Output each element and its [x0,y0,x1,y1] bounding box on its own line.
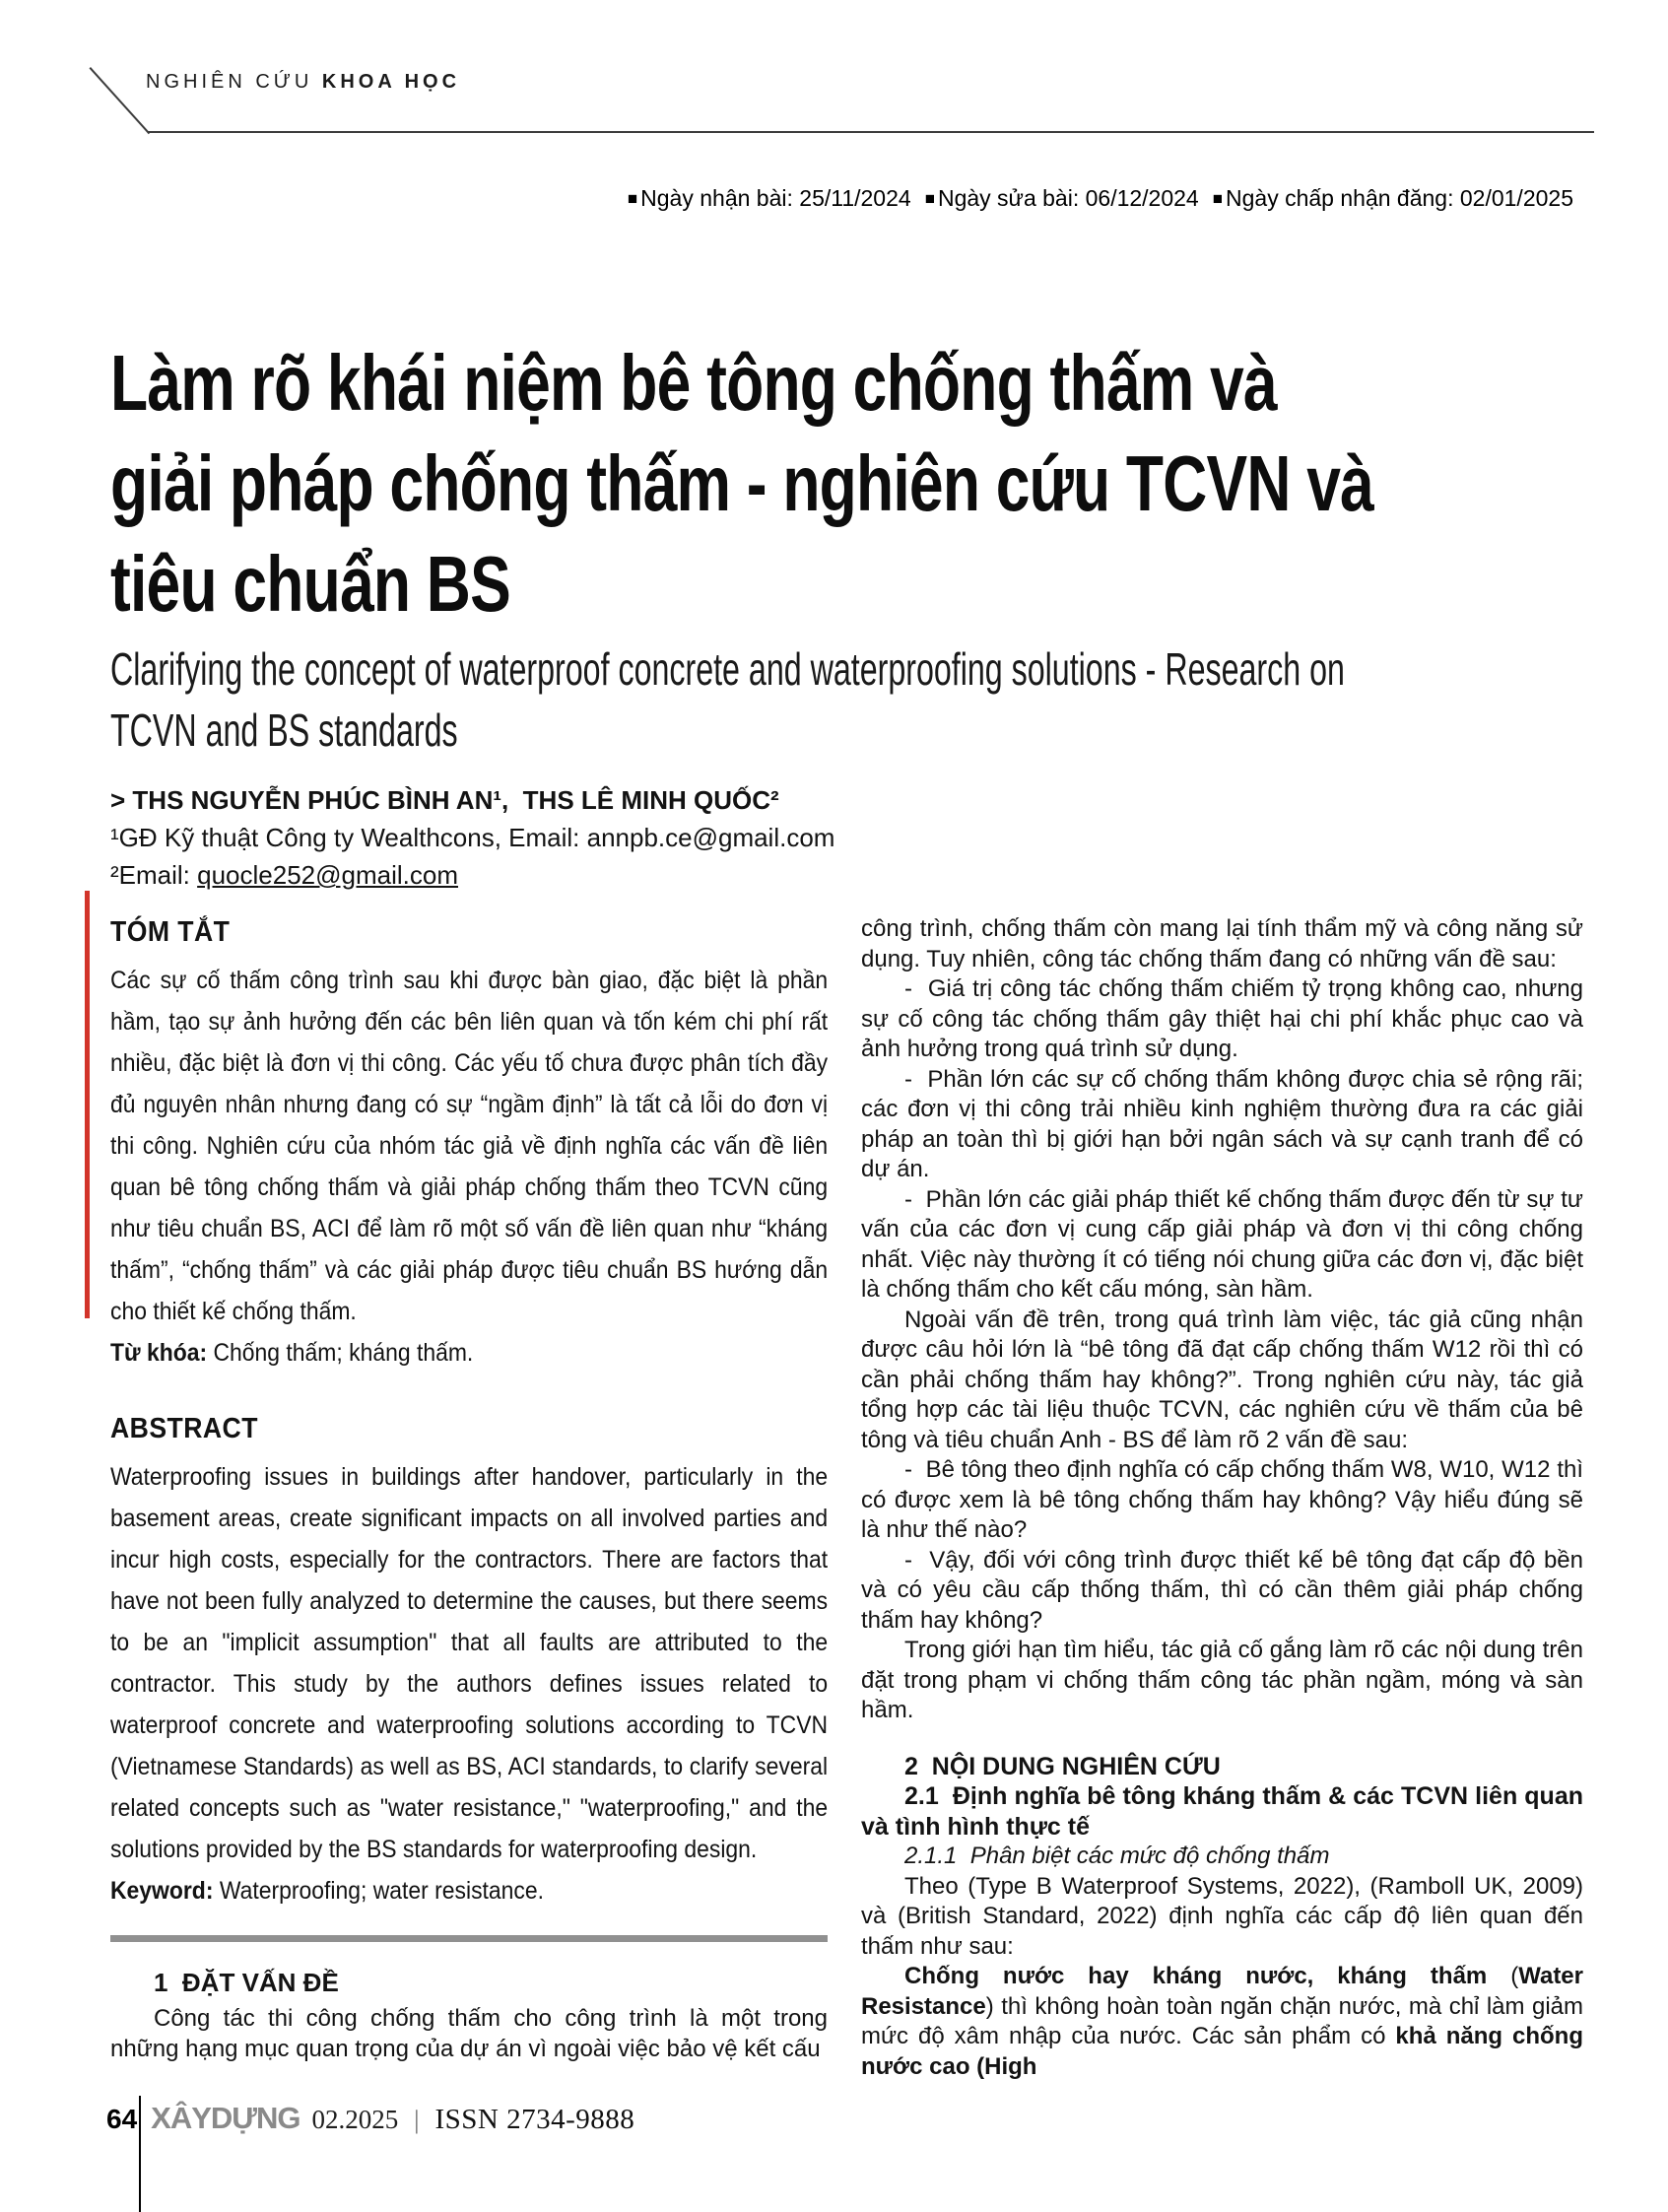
paragraph: - Vậy, đối với công trình được thiết kế bê tông đạt cấp độ bền và có yêu cầu cấp thống thấm, thì có cần thêm giải pháp chống thấm hay không? [861,1546,1583,1634]
date-label: Ngày nhận bài: [640,185,800,211]
date-label: Ngày sửa bài: [937,185,1086,211]
paragraph: Theo (Type B Waterproof Systems, 2022), (Ramboll UK, 2009) và (British Standard, 2022) định nghĩa các cấp độ liên quan đến thấm như sau: [861,1872,1583,1960]
text: ( [1510,1963,1519,1989]
abstract-body: Waterproofing issues in buildings after handover, particularly in the basement areas, create significant impacts on all involved parties and incur high costs, especially for the contractors. There are factors that have not been fully analyzed to determine the causes, but there seems to be an "implicit assumption" that all faults are attributed to the contractor. This study by the authors defines issues related to waterproof concrete and waterproofing solutions according to TCVN (Vietnamese Standards) as well as BS, ACI standards, to clarify several related concepts such as "water resistance," "waterproofing," and the solutions provided by the BS standards for waterproofing design. [110,1463,829,1863]
abstract-heading: ABSTRACT [110,1413,258,1444]
date-value: 25/11/2024 [799,185,911,211]
text: ) thì không hoàn toàn ngăn chặn nước, mà chỉ làm giảm mức độ xâm nhập của nước. Các sản phẩm có [861,1992,1583,2049]
title-line: Clarifying the concept of waterproof concrete and waterproofing solutions - Research on [110,643,1345,695]
author-names: > THS NGUYỄN PHÚC BÌNH AN¹, THS LÊ MINH QUỐC² [110,785,779,815]
keywords-line-vi [110,1332,828,1374]
square-bullet-icon: ■ [627,189,638,208]
paragraph: - Bê tông theo định nghĩa có cấp chống thấm W8, W10, W12 thì có được xem là bê tông chống thấm hay không? Vậy hiểu đúng sẽ là như thế nào? [861,1456,1583,1543]
red-margin-line [85,891,90,1318]
manuscript-dates [614,185,1573,212]
square-bullet-icon: ■ [1212,189,1224,208]
paragraph: Trong giới hạn tìm hiểu, tác giả cố gắng làm rõ các nội dung trên đặt trong phạm vi chống thấm công tác phần ngầm, móng và sàn hầm. [861,1637,1583,1723]
bold-text: khả năng chống nước cao (High [861,2023,1584,2080]
title-line: giải pháp chống thấm - nghiên cứu TCVN và [110,439,1374,527]
left-column [110,914,828,2082]
date-accepted [1213,185,1573,212]
header-horizontal-rule [148,131,1594,133]
tomtat-heading: TÓM TẮT [110,916,231,948]
abstract-blocks [110,914,828,1911]
bold-text: Water Resistance [861,1963,1583,2020]
section-2-1-heading: 2.1 Định nghĩa bê tông kháng thấm & các TCVN liên quan và tình hình thực tế [861,1782,1583,1841]
tomtat-body: Các sự cố thấm công trình sau khi được bàn giao, đặc biệt là phần hầm, tạo sự ảnh hưởng đến các bên liên quan và tốn kém chi phí rất nhiều, đặc biệt là đơn vị thi công. Các yếu tố chưa được phân tích đầy đủ nguyên nhân nhưng đang có sự “ngầm định” là tất cả lỗi do đơn vị thi công. Nghiên cứu của nhóm tác giả về định nghĩa các vấn đề liên quan bê tông chống thấm và giải pháp chống thấm theo TCVN cũng như tiêu chuẩn BS, ACI để làm rõ một số vấn đề liên quan như “kháng thấm”, “chống thấm” và các giải pháp được tiêu chuẩn BS hướng dẫn cho thiết kế chống thấm. [110,967,829,1325]
date-value: 02/01/2025 [1459,185,1573,211]
keywords-label-vi: Từ khóa: [110,1339,208,1367]
kicker-text-bold: KHOA HỌC [321,71,461,93]
date-label: Ngày chấp nhận đăng: [1226,185,1460,211]
keywords-value-en: Waterproofing; water resistance. [213,1877,544,1905]
author-email-line [110,856,834,894]
spacer [110,1374,828,1411]
paragraph [861,1962,1583,2082]
article-body-columns [110,914,1583,2082]
journal-logo: XÂYDỰNG [151,2101,300,2135]
article-title-english [110,638,1593,761]
date-value: 06/12/2024 [1085,185,1199,211]
bold-text: Chống nước hay kháng nước, kháng thấm [904,1963,1511,1989]
paragraph: - Phần lớn các sự cố chống thấm không được chia sẻ rộng rãi; các đơn vị thi công trải nhiều kinh nghiệm thường đưa ra các giải pháp an toàn thì bị giới hạn bởi ngân sách và sự cạnh tranh để có dự án. [861,1065,1583,1182]
authors-block [110,781,834,894]
keywords-value-vi: Chống thấm; kháng thấm. [207,1339,474,1367]
date-received [628,185,911,212]
paragraph: Ngoài vấn đề trên, trong quá trình làm việc, tác giả cũng nhận được câu hỏi lớn là “bê tông đã đạt cấp chống thấm W12 rồi thì có cần phải chống thấm hay không?”. Trong nghiên cứu này, tác giả tổng hợp các tài liệu thuộc TCVN, các nghiên cứu về thấm của bê tông và tiêu chuẩn Anh - BS để làm rõ 2 vấn đề sau: [861,1306,1583,1453]
paragraph: Công tác thi công chống thấm cho công trình là một trong những hạng mục quan trọng của dự án vì ngoài việc bảo vệ kết cấu [110,2005,828,2062]
issue-number: 02.2025 [311,2105,399,2134]
title-line: TCVN and BS standards [110,704,458,756]
date-revised [925,185,1199,212]
square-bullet-icon: ■ [924,189,935,208]
email-prefix: ²Email: [110,860,198,890]
page-footer [106,2101,634,2136]
section-divider-bar [110,1935,828,1942]
title-line: Làm rõ khái niệm bê tông chống thấm và [110,339,1277,427]
kicker-text-light: NGHIÊN CỨU [146,71,322,93]
paragraph: công trình, chống thấm còn mang lại tính thẩm mỹ và công năng sử dụng. Tuy nhiên, công tác chống thấm đang có những vấn đề sau: [861,915,1583,972]
header-diagonal-rule [90,67,151,134]
article-title-vietnamese [110,333,1647,635]
keywords-line-en [110,1870,828,1911]
title-line: tiêu chuẩn BS [110,540,510,628]
keywords-label-en: Keyword: [110,1877,214,1905]
page-number: 64 [106,2104,138,2134]
section-kicker [146,71,460,94]
paragraph: - Giá trị công tác chống thấm chiếm tỷ trọng không cao, nhưng sự cố công tác chống thấm gây thiệt hại chi phí khắc phục cao và ảnh hưởng trong quá trình sử dụng. [861,975,1583,1062]
section-2-heading: 2 NỘI DUNG NGHIÊN CỨU [904,1752,1221,1780]
email-link[interactable]: quocle252@gmail.com [197,860,458,890]
section-1-heading: 1 ĐẶT VẤN ĐỀ [154,1968,339,1997]
footer-separator: | [414,2106,420,2134]
author-affiliation: ¹GĐ Kỹ thuật Công ty Wealthcons, Email: annpb.ce@gmail.com [110,823,835,852]
paragraph: - Phần lớn các giải pháp thiết kế chống thấm được đến từ sự tư vấn của các đơn vị cung cấp giải pháp và đơn vị thi công chống nhất. Việc này thường ít có tiếng nói chung giữa các đơn vị, đặc biệt là chống thấm cho kết cấu móng, sàn hầm. [861,1185,1583,1303]
section-2-1-1-heading: 2.1.1 Phân biệt các mức độ chống thấm [904,1843,1330,1869]
issn-number: ISSN 2734-9888 [434,2104,635,2135]
right-column [861,914,1583,2082]
